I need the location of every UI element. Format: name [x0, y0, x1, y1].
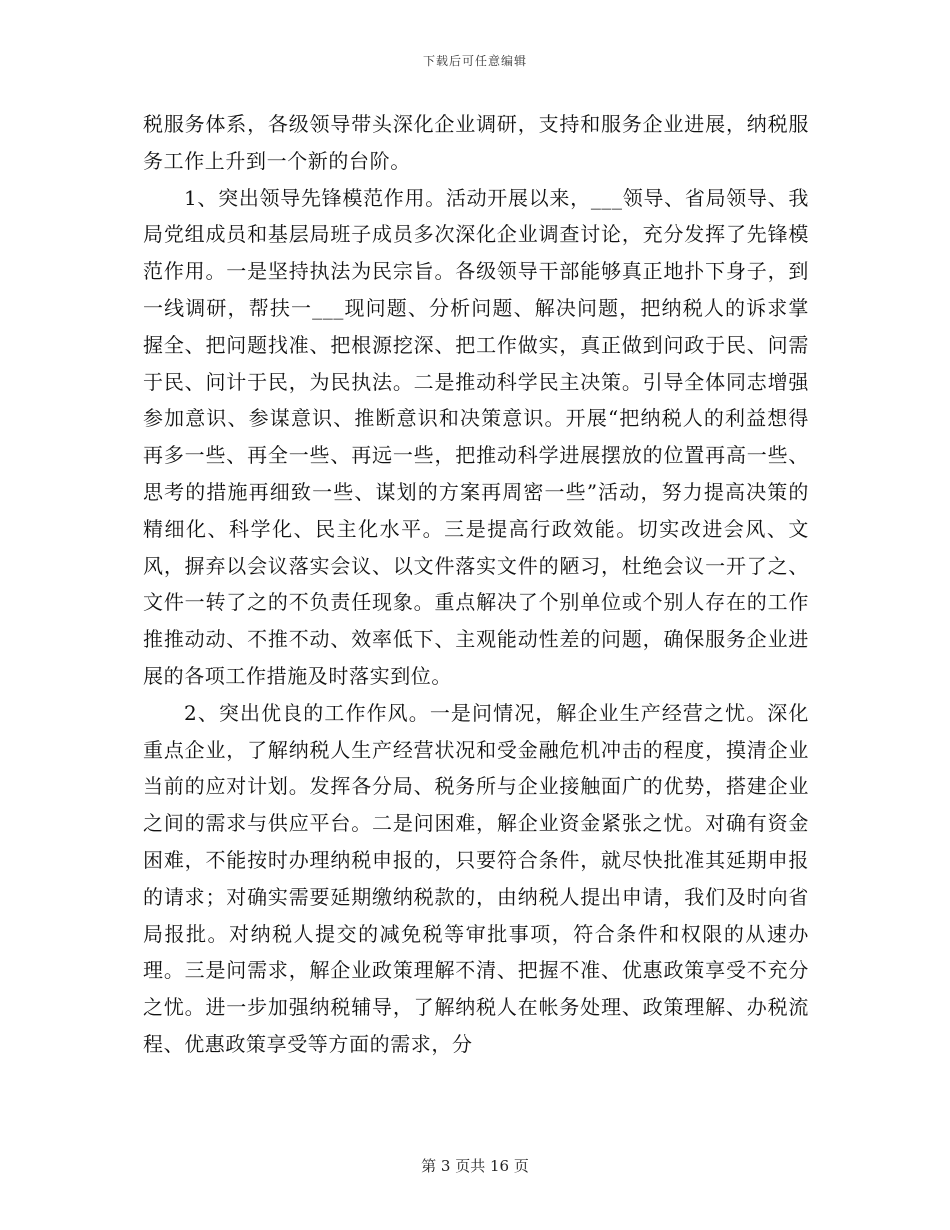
page-header: 下载后可任意编辑: [422, 54, 527, 68]
paragraph-section-2: 2、突出优良的工作作风。一是问情况，解企业生产经营之忧。深化重点企业，了解纳税人生产经营状况和受金融危机冲击的程度，摸清企业当前的应对计划。发挥各分局、税务所与企业接触面广的优势，搭建企业之间的需求与供应平台。二是问困难，解企业资金紧张之忧。对确有资金困难，不能按时办理纳税申报的，只要符合条件，就尽快批准其延期申报的请求；对确实需要延期缴纳税款的，由纳税人提出申请，我们及时向省局报批。对纳税人提交的减免税等审批事项，符合条件和权限的从速办理。三是问需求，解企业政策理解不清、把握不准、优惠政策享受不充分之忧。进一步加强纳税辅导，了解纳税人在帐务处理、政策理解、办税流程、优惠政策享受等方面的需求，分: [143, 700, 809, 1056]
paragraph-continuation: 税服务体系，各级领导带头深化企业调研，支持和服务企业进展，纳税服务工作上升到一个新的台阶。: [143, 112, 809, 173]
page-number-footer: 第 3 页共 16 页: [421, 1157, 529, 1175]
document-body: [143, 106, 809, 1063]
paragraph-section-1: 1、突出领导先锋模范作用。活动开展以来，___领导、省局领导、我局党组成员和基层局班子成员多次深化企业调查讨论，充分发挥了先锋模范作用。一是坚持执法为民宗旨。各级领导干部能够真正地扑下身子，到一线调研，帮扶一___现问题、分析问题、解决问题，把纳税人的诉求掌握全、把问题找准、把根源挖深、把工作做实，真正做到问政于民、问需于民、问计于民，为民执法。二是推动科学民主决策。引导全体同志增强参加意识、参谋意识、推断意识和决策意识。开展“把纳税人的利益想得再多一些、再全一些、再远一些，把推动科学进展摆放的位置再高一些、思考的措施再细致一些、谋划的方案再周密一些”活动，努力提高决策的精细化、科学化、民主化水平。三是提高行政效能。切实改进会风、文风，摒弃以会议落实会议、以文件落实文件的陋习，杜绝会议一开了之、文件一转了之的不负责任现象。重点解决了个别单位或个别人存在的工作推推动动、不推不动、效率低下、主观能动性差的问题，确保服务企业进展的各项工作措施及时落实到位。: [143, 185, 809, 688]
